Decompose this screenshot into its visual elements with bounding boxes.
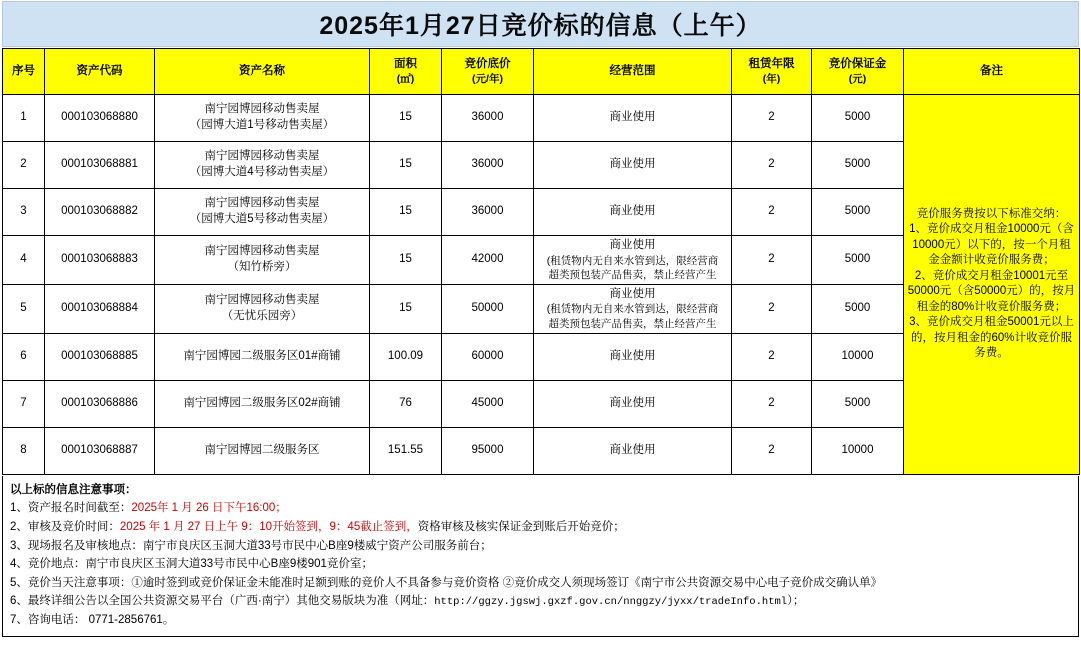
cell-area: 15: [370, 95, 442, 142]
asset-name-line2: （园博大道4号移动售卖屋）: [189, 166, 335, 178]
cell-lease-years: 2: [732, 236, 812, 285]
cell-business-scope: 商业使用: [534, 427, 732, 474]
cell-area: 15: [370, 189, 442, 236]
notes-line-4: 4、竞价地点：南宁市良庆区玉洞大道33号市民中心B座9楼901竞价室；: [10, 558, 373, 571]
asset-name-line1: 南宁园博园移动售卖屋: [204, 197, 320, 210]
cell-asset-name: [155, 189, 370, 236]
remark-line-4: 3、竞价成交月租金50001元以上的，按月租金的60%计收竞价服务费。: [909, 316, 1074, 360]
cell-remark: [904, 95, 1080, 475]
cell-area: 15: [370, 236, 442, 285]
cell-lease-years: 2: [732, 427, 812, 474]
cell-no: 4: [3, 236, 45, 285]
asset-name-line1: 南宁园博园移动售卖屋: [204, 294, 320, 307]
asset-name-line1: 南宁园博园移动售卖屋: [204, 103, 320, 116]
platform-url[interactable]: http://ggzy.jgswj.gxzf.gov.cn/nnggzy/jyxx/tradeInfo.html: [434, 596, 788, 609]
cell-asset-name: [155, 284, 370, 333]
cell-base-price: 42000: [442, 236, 534, 285]
cell-asset-code: 000103068887: [45, 427, 155, 474]
cell-area: 15: [370, 284, 442, 333]
cell-asset-code: 000103068881: [45, 142, 155, 189]
cell-base-price: 36000: [442, 189, 534, 236]
asset-name-line2: （园博大道1号移动售卖屋）: [189, 119, 335, 131]
cell-asset-name: [155, 380, 370, 427]
cell-area: 15: [370, 142, 442, 189]
cell-deposit: 5000: [812, 189, 904, 236]
asset-name-line1: 南宁园博园二级服务区02#商铺: [183, 396, 341, 409]
remark-line-3: 2、竞价成交月租金10001元至50000元（含50000元）的，按月租金的80%计收竞价服务费；: [907, 269, 1076, 313]
cell-business-scope: 商业使用: [534, 333, 732, 380]
table-row: [3, 95, 1080, 142]
cell-base-price: 60000: [442, 333, 534, 380]
cell-no: 1: [3, 95, 45, 142]
cell-asset-code: 000103068886: [45, 380, 155, 427]
cell-lease-years: 2: [732, 333, 812, 380]
column-header-lease-years: 租赁年限 (年): [732, 49, 812, 95]
asset-name-line1: 南宁园博园移动售卖屋: [204, 150, 320, 163]
cell-asset-code: 000103068884: [45, 284, 155, 333]
cell-lease-years: 2: [732, 142, 812, 189]
auction-info-document: [0, 1, 1081, 651]
cell-business-scope: 商业使用: [534, 189, 732, 236]
cell-area: 100.09: [370, 333, 442, 380]
cell-asset-code: 000103068880: [45, 95, 155, 142]
cell-base-price: 36000: [442, 95, 534, 142]
cell-no: 5: [3, 284, 45, 333]
cell-lease-years: 2: [732, 380, 812, 427]
column-header-asset-name: 资产名称: [155, 49, 370, 95]
cell-deposit: 5000: [812, 95, 904, 142]
column-header-base-price: 竞价底价 (元/年): [442, 49, 534, 95]
remark-line-1: 竞价服务费按以下标准交纳：: [916, 207, 1067, 220]
cell-asset-code: 000103068885: [45, 333, 155, 380]
notes-heading: 以上标的信息注意事项：: [10, 483, 137, 496]
cell-no: 3: [3, 189, 45, 236]
asset-name-line1: 南宁园博园二级服务区01#商铺: [183, 349, 341, 362]
cell-deposit: 5000: [812, 142, 904, 189]
cell-deposit: 10000: [812, 427, 904, 474]
cell-no: 7: [3, 380, 45, 427]
cell-base-price: 36000: [442, 142, 534, 189]
remark-line-2: 1、竞价成交月租金10000元（含10000元）以下的，按一个月租金金额计收竞价服务费；: [909, 223, 1074, 267]
document-title-bar: [2, 1, 1079, 47]
asset-name-line1: 南宁园博园二级服务区: [204, 443, 320, 456]
cell-asset-name: [155, 236, 370, 285]
notes-line-5: 5、竞价当天注意事项：①逾时签到或竞价保证金未能准时足额到账的竞价人不具备参与竞价资格 ②竞价成交人须现场签订《南宁市公共资源交易中心电子竞价成交确认单》: [10, 576, 883, 589]
cell-lease-years: 2: [732, 189, 812, 236]
asset-name-line1: 南宁园博园移动售卖屋: [204, 245, 320, 258]
cell-area: 76: [370, 380, 442, 427]
column-header-business-scope: 经营范围: [534, 49, 732, 95]
notes-line-6: 6、最终详细公告以全国公共资源交易平台（广西·南宁）其他交易版块为准（网址：http://ggzy.jgswj.gxzf.gov.cn/nnggzy/jyxx/tradeInfo.html）；: [10, 595, 805, 609]
notes-line-2: 2、审核及竞价时间：2025 年 1 月 27 日上午 9：10开始签到，9：45截止签到，资格审核及核实保证金到账后开始竞价；: [10, 520, 625, 533]
cell-lease-years: 2: [732, 95, 812, 142]
column-header-asset-code: 资产代码: [45, 49, 155, 95]
cell-no: 6: [3, 333, 45, 380]
notes-line-1: 1、资产报名时间截至：2025年 1 月 26 日下午16:00；: [10, 502, 287, 515]
column-header-no: 序号: [3, 49, 45, 95]
column-header-deposit: 竞价保证金 (元): [812, 49, 904, 95]
cell-asset-name: [155, 142, 370, 189]
cell-deposit: 5000: [812, 284, 904, 333]
cell-deposit: 5000: [812, 236, 904, 285]
cell-asset-name: [155, 333, 370, 380]
cell-business-scope: 商业使用: [534, 380, 732, 427]
asset-name-line2: （园博大道5号移动售卖屋）: [189, 213, 335, 225]
cell-asset-name: [155, 427, 370, 474]
cell-business-scope: 商业使用 (租赁物内无自来水管到达，限经营商 超类预包装产品售卖，禁止经营产生: [534, 236, 732, 285]
notes-line-3: 3、现场报名及审核地点：南宁市良庆区玉洞大道33号市民中心B座9楼威宁资产公司服务前台；: [10, 539, 492, 552]
notes-section: [2, 476, 1079, 637]
cell-asset-code: 000103068882: [45, 189, 155, 236]
cell-asset-name: [155, 95, 370, 142]
notes-line-7: 7、咨询电话： 0771-2856761。: [10, 614, 175, 627]
auction-items-table: [2, 48, 1080, 475]
asset-name-line2: （知竹桥旁）: [227, 260, 297, 273]
table-header-row: [3, 49, 1080, 95]
cell-deposit: 5000: [812, 380, 904, 427]
cell-business-scope: 商业使用: [534, 95, 732, 142]
page-title: 2025年1月27日竞价标的信息（上午）: [319, 12, 762, 40]
cell-lease-years: 2: [732, 284, 812, 333]
cell-base-price: 45000: [442, 380, 534, 427]
column-header-area: 面积 (㎡): [370, 49, 442, 95]
column-header-remark: 备注: [904, 49, 1080, 95]
cell-asset-code: 000103068883: [45, 236, 155, 285]
cell-business-scope: 商业使用 (租赁物内无自来水管到达，限经营商 超类预包装产品售卖，禁止经营产生: [534, 284, 732, 333]
cell-deposit: 10000: [812, 333, 904, 380]
cell-no: 2: [3, 142, 45, 189]
cell-base-price: 50000: [442, 284, 534, 333]
asset-name-line2: （无忧乐园旁）: [221, 309, 303, 322]
cell-no: 8: [3, 427, 45, 474]
cell-business-scope: 商业使用: [534, 142, 732, 189]
cell-area: 151.55: [370, 427, 442, 474]
cell-base-price: 95000: [442, 427, 534, 474]
